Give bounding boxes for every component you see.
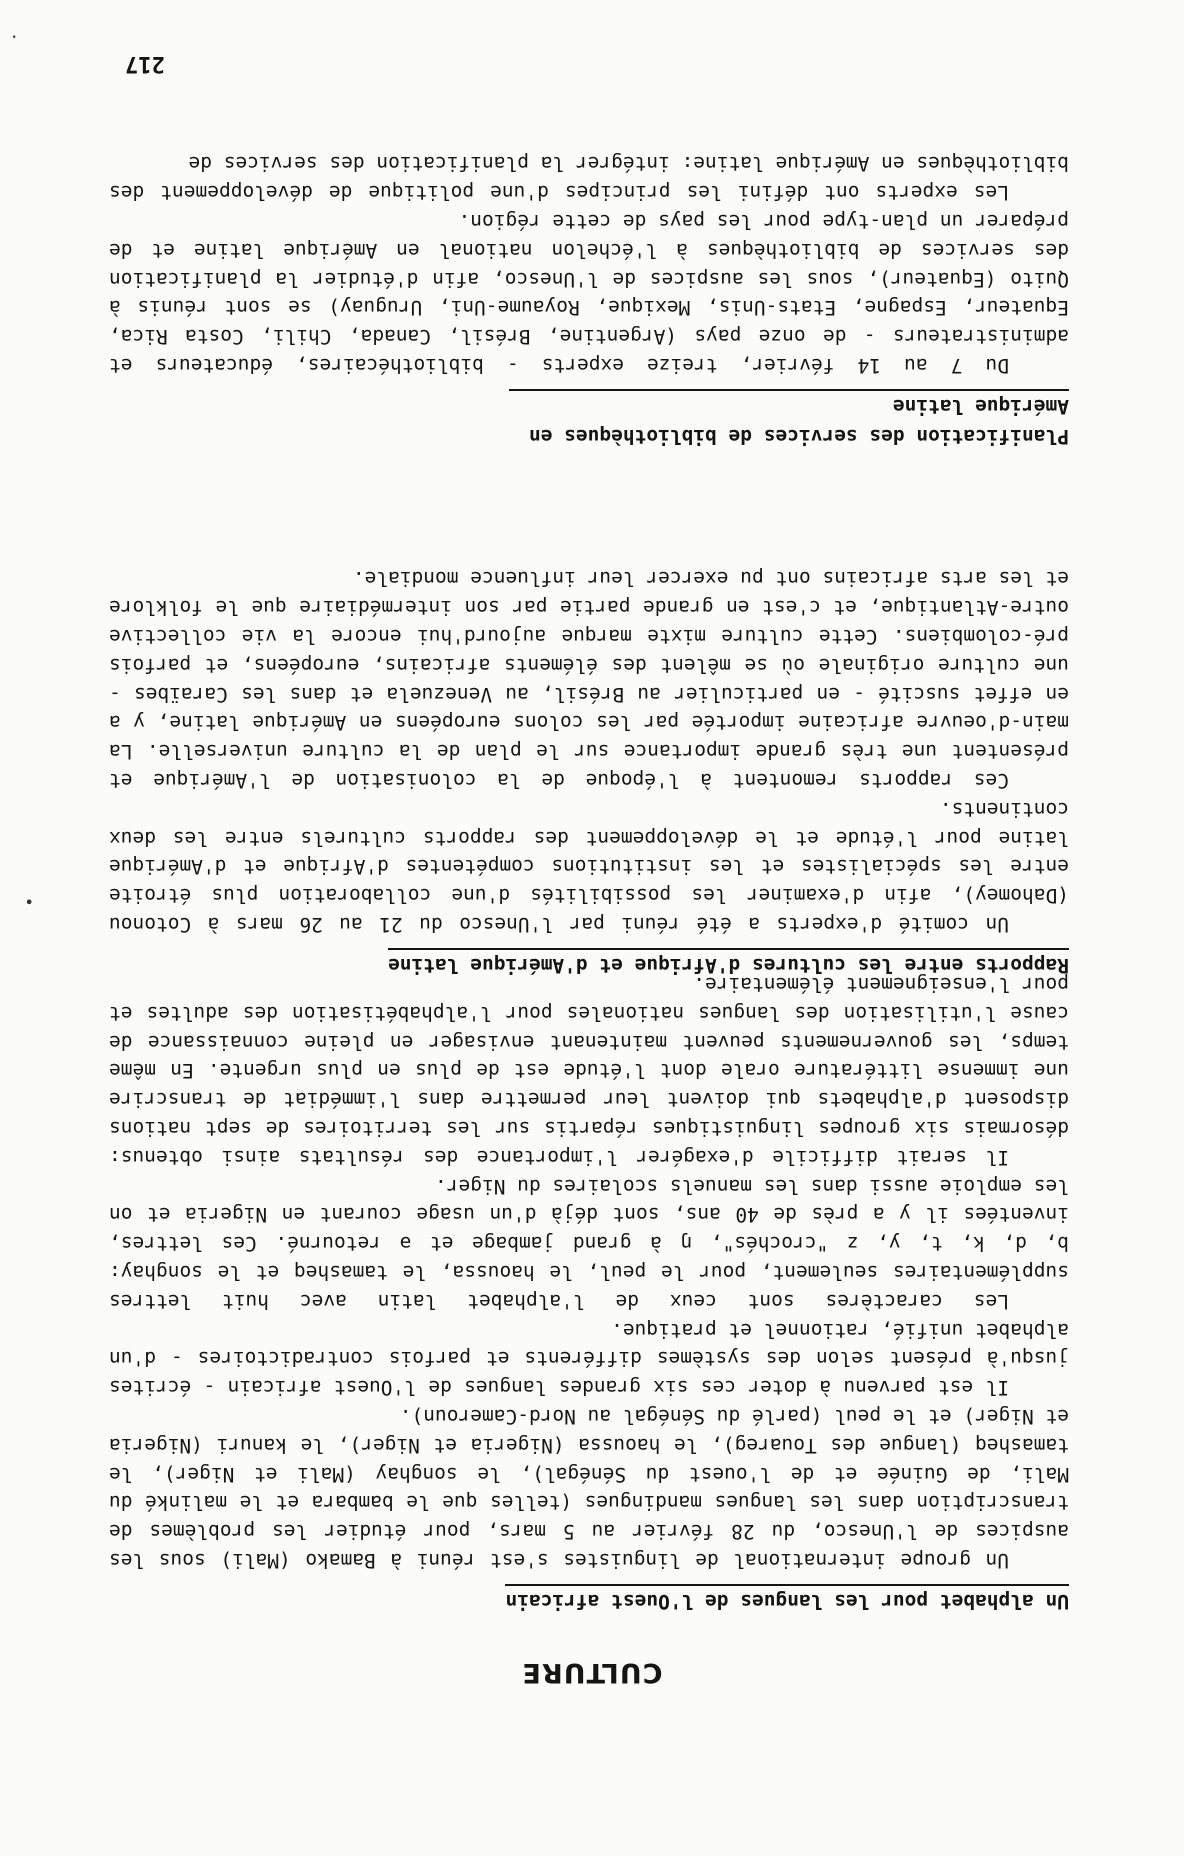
page-number: 217 xyxy=(125,51,165,76)
paragraph: Un comité d'experts a été réuni par l'Unesco du 21 au 26 mars à Cotonou (Dahomey), afin d'examiner les possibilités d'une collaboration plus étroite entre les spécialistes et les institutions compétentes d'Afrique et d'Amérique latine pour l'étude et le développement des rapports culturels entre les deux continents. xyxy=(109,797,1069,936)
scan-speck-icon: • xyxy=(24,892,34,911)
section-title: Rapports entre les cultures d'Afrique et d'Amérique latine xyxy=(388,948,1069,980)
section-title: Planification des services de bibliothèques en Amérique latine xyxy=(509,389,1069,451)
section-alphabet xyxy=(109,969,1069,1616)
paragraph: Les caractères sont ceux de l'alphabet latin avec huit lettres supplémentaires seulement, pour le peul, le haoussa, le tamasheq et le songhay: b, d, k, t, y, z "crochés", ŋ à grand jambage et ǝ retourné. Ces lettres, inventées il y a près de 40 ans, sont déjà d'un usage courant en Nigeria et on les emploie aussi dans les manuels scolaires du Niger. xyxy=(109,1174,1069,1313)
paragraph: Il serait difficile d'exagérer l'importance des résultats ainsi obtenus: désormais six groupes linguistiques répartis sur les territoires de sept nations disposent d'alphabets qui doivent leur permettre dans l'immédiat de transcrire une immense littérature orale dont l'étude est de plus en plus urgente. En même temps, les gouvernements peuvent maintenant envisager en pleine connaissance de cause l'utilisation des langues nationales pour l'alphabétisation des adultes et pour l'enseignement élémentaire. xyxy=(109,973,1069,1169)
section-title: Un alphabet pour les langues de l'Ouest africain xyxy=(505,1584,1069,1616)
paragraph: Ces rapports remontent à l'époque de la colonisation de l'Amérique et présentent une très grande importance sur le plan de la culture universelle. La main-d'oeuvre africaine importée par les colons européens en Amérique latine, y a en effet suscité - en particulier au Brésil, au Venezuela et dans les Caraïbes - une culture originale où se mêlent des éléments africains, européens, et parfois pré-colombiens. Cette culture mixte marque aujourd'hui encore la vie collective outre-Atlantique, et c'est en grande partie par son intermédiaire que le folklore et les arts africains ont pu exercer leur influence mondiale. xyxy=(109,567,1069,793)
scan-speck-icon: · xyxy=(9,27,19,46)
paragraph: Du 7 au 14 février, treize experts - bibliothécaires, éducateurs et administrateurs - de onze pays (Argentine, Brésil, Canada, Chili, Costa Rica, Equateur, Espagne, Etats-Unis, Mexique, Royaume-Uni, Uruguay) se sont réunis à Quito (Equateur), sous les auspices de l'Unesco, afin d'étudier la planification des services de bibliothèques à l'échelon national en Amérique latine et de préparer un plan-type pour les pays de cette région. xyxy=(109,210,1069,377)
section-bibliotheques xyxy=(109,149,1069,451)
paragraph: Les experts ont défini les principes d'une politique de développement des bibliothèques en Amérique latine: intégrer la planification des services de xyxy=(109,152,1069,205)
section-afrique-amerique xyxy=(109,564,1069,980)
paragraph: Il est parvenu à doter ces six grandes langues de l'Ouest africain - écrites jusqu'à présent selon des systèmes différents et parfois contradictoires - d'un alphabet unifié, rationnel et pratique. xyxy=(109,1318,1069,1400)
paragraph: Un groupe international de linguistes s'est réuni à Bamako (Mali) sous les auspices de l'Unesco, du 28 février au 5 mars, pour étudier les problèmes de transcription dans les langues mandingues (telles que le bambara et le malinké du Mali, de Guinée et de l'ouest du Sénégal), le songhay (Mali et Niger), le tamasheq (langue des Touareg), le haoussa (Nigeria et Niger), le kanuri (Nigeria et Niger) et le peul (parlé du Sénégal au Nord-Cameroun). xyxy=(109,1405,1069,1572)
page-heading: CULTURE xyxy=(521,1657,663,1688)
